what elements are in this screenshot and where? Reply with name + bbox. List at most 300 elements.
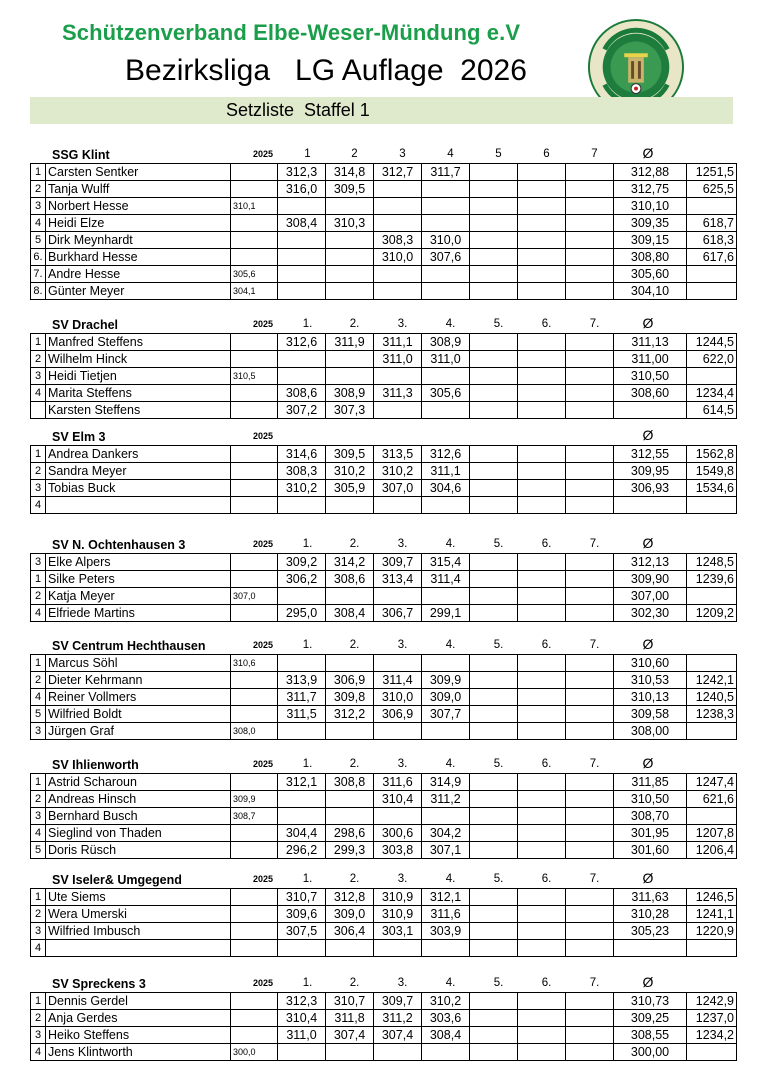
table-row	[31, 368, 737, 385]
round-score: 310,0	[374, 689, 422, 706]
total-score	[687, 283, 737, 300]
round-score	[278, 266, 326, 283]
round-score	[326, 283, 374, 300]
round-score	[518, 554, 566, 571]
round-header: 1.	[302, 639, 313, 651]
total-score: 621,6	[687, 791, 737, 808]
team-group	[30, 535, 737, 622]
rank-cell: 1	[31, 571, 46, 588]
shooter-name: Wilhelm Hinck	[46, 351, 231, 368]
round-score	[566, 1010, 614, 1027]
shooter-name: Wilfried Boldt	[46, 706, 231, 723]
shooter-name: Tanja Wulff	[46, 181, 231, 198]
round-header: 3.	[397, 639, 408, 651]
round-score	[470, 993, 518, 1010]
rank-cell: 3	[31, 480, 46, 497]
round-score	[566, 906, 614, 923]
round-score	[518, 402, 566, 419]
average-score: 310,60	[614, 655, 687, 672]
rank-cell: 5	[31, 232, 46, 249]
round-score	[566, 463, 614, 480]
round-score	[518, 923, 566, 940]
round-score	[566, 215, 614, 232]
round-score	[326, 497, 374, 514]
round-score: 307,1	[422, 842, 470, 859]
round-score	[470, 266, 518, 283]
average-symbol: Ø	[642, 535, 654, 551]
team-header	[30, 974, 737, 992]
round-score: 309,5	[326, 181, 374, 198]
rank-cell: 2	[31, 463, 46, 480]
score-2025	[231, 889, 278, 906]
table-row	[31, 181, 737, 198]
round-score: 308,6	[278, 385, 326, 402]
round-header: 1.	[302, 873, 313, 885]
score-2025	[231, 402, 278, 419]
round-score: 306,4	[326, 923, 374, 940]
total-score	[687, 1044, 737, 1061]
round-score	[470, 588, 518, 605]
shooter-name: Günter Meyer	[46, 283, 231, 300]
total-score	[687, 198, 737, 215]
shooter-name: Silke Peters	[46, 571, 231, 588]
round-score	[470, 571, 518, 588]
table-row	[31, 249, 737, 266]
round-score: 309,8	[326, 689, 374, 706]
rank-cell: 7.	[31, 266, 46, 283]
round-score	[278, 1044, 326, 1061]
round-score: 304,4	[278, 825, 326, 842]
round-score	[518, 940, 566, 957]
team-name: SV Spreckens 3	[52, 977, 146, 991]
round-score	[518, 480, 566, 497]
round-score: 311,1	[374, 334, 422, 351]
round-score	[326, 249, 374, 266]
total-score: 614,5	[687, 402, 737, 419]
score-2025	[231, 672, 278, 689]
team-group	[30, 755, 737, 859]
total-score: 1247,4	[687, 774, 737, 791]
average-score: 311,00	[614, 351, 687, 368]
score-2025	[231, 906, 278, 923]
rank-cell: 4	[31, 825, 46, 842]
shooter-name: Dirk Meynhardt	[46, 232, 231, 249]
total-score: 1534,6	[687, 480, 737, 497]
round-score	[566, 351, 614, 368]
round-header: 3.	[397, 538, 408, 550]
round-score	[518, 842, 566, 859]
round-score: 307,0	[374, 480, 422, 497]
round-score: 309,9	[422, 672, 470, 689]
table-row	[31, 993, 737, 1010]
round-score: 309,2	[278, 554, 326, 571]
round-header: 2.	[349, 318, 360, 330]
rank-cell: 1	[31, 655, 46, 672]
shooter-name: Marcus Söhl	[46, 655, 231, 672]
year-column-header: 2025	[252, 539, 274, 549]
round-score	[470, 723, 518, 740]
round-score	[518, 808, 566, 825]
round-score: 311,1	[422, 463, 470, 480]
rank-cell: 3	[31, 723, 46, 740]
round-score	[518, 334, 566, 351]
rank-cell: 4	[31, 497, 46, 514]
round-header: 6	[543, 148, 550, 160]
round-score: 312,2	[326, 706, 374, 723]
round-score	[518, 181, 566, 198]
average-symbol: Ø	[642, 636, 654, 652]
round-score	[470, 385, 518, 402]
shooter-name: Burkhard Hesse	[46, 249, 231, 266]
table-row	[31, 351, 737, 368]
round-score: 311,7	[278, 689, 326, 706]
team-group	[30, 870, 737, 957]
team-table	[30, 654, 737, 740]
table-row	[31, 232, 737, 249]
table-row	[31, 385, 737, 402]
round-score: 309,7	[374, 554, 422, 571]
team-name: SV Centrum Hechthausen	[52, 639, 206, 653]
round-score: 307,4	[326, 1027, 374, 1044]
round-score: 312,8	[326, 889, 374, 906]
shooter-name: Elfriede Martins	[46, 605, 231, 622]
round-score	[566, 571, 614, 588]
average-score: 306,93	[614, 480, 687, 497]
table-row	[31, 1044, 737, 1061]
round-score	[470, 906, 518, 923]
average-symbol: Ø	[642, 315, 654, 331]
round-header: 1.	[302, 977, 313, 989]
round-score	[518, 368, 566, 385]
round-score	[470, 1010, 518, 1027]
round-score	[422, 283, 470, 300]
round-score	[278, 655, 326, 672]
round-header: 4.	[445, 758, 456, 770]
score-2025	[231, 463, 278, 480]
round-header: 7.	[589, 639, 600, 651]
round-header: 7.	[589, 318, 600, 330]
round-score	[518, 774, 566, 791]
rank-cell: 2	[31, 181, 46, 198]
round-score	[278, 588, 326, 605]
round-score	[374, 283, 422, 300]
round-score	[518, 906, 566, 923]
round-score	[566, 940, 614, 957]
team-name: SV Elm 3	[52, 430, 106, 444]
round-header: 6.	[541, 639, 552, 651]
average-score: 312,55	[614, 446, 687, 463]
rank-cell: 4	[31, 605, 46, 622]
round-score: 314,9	[422, 774, 470, 791]
shooter-name: Elke Alpers	[46, 554, 231, 571]
score-2025: 300,0	[231, 1044, 278, 1061]
table-row	[31, 605, 737, 622]
average-score: 305,60	[614, 266, 687, 283]
round-score: 307,3	[326, 402, 374, 419]
team-table	[30, 333, 737, 419]
year-column-header: 2025	[252, 874, 274, 884]
round-score: 314,8	[326, 164, 374, 181]
round-score	[518, 164, 566, 181]
round-score	[470, 1044, 518, 1061]
round-score	[518, 605, 566, 622]
round-score	[566, 283, 614, 300]
round-score: 310,2	[326, 463, 374, 480]
average-score: 309,15	[614, 232, 687, 249]
round-header: 5.	[493, 758, 504, 770]
average-score: 309,25	[614, 1010, 687, 1027]
score-2025	[231, 334, 278, 351]
round-score	[470, 368, 518, 385]
rank-cell: 5	[31, 842, 46, 859]
round-score	[566, 334, 614, 351]
round-score	[566, 385, 614, 402]
score-2025	[231, 554, 278, 571]
round-score: 312,6	[422, 446, 470, 463]
table-row	[31, 808, 737, 825]
round-header: 6.	[541, 977, 552, 989]
round-score	[422, 1044, 470, 1061]
round-score: 299,3	[326, 842, 374, 859]
round-score: 311,9	[326, 334, 374, 351]
round-score: 311,6	[422, 906, 470, 923]
round-score: 308,4	[278, 215, 326, 232]
round-score	[470, 497, 518, 514]
total-score: 1248,5	[687, 554, 737, 571]
average-score: 311,13	[614, 334, 687, 351]
round-score: 310,4	[278, 1010, 326, 1027]
round-header: 1.	[302, 538, 313, 550]
round-score	[518, 655, 566, 672]
average-symbol: Ø	[642, 427, 654, 443]
team-header	[30, 870, 737, 888]
table-row	[31, 906, 737, 923]
shooter-name: Tobias Buck	[46, 480, 231, 497]
round-score	[374, 588, 422, 605]
round-header: 7	[591, 148, 598, 160]
table-row	[31, 402, 737, 419]
table-row	[31, 825, 737, 842]
round-score: 310,9	[374, 906, 422, 923]
round-score	[566, 605, 614, 622]
average-score: 310,50	[614, 791, 687, 808]
team-table	[30, 163, 737, 300]
round-score	[566, 249, 614, 266]
total-score: 1234,4	[687, 385, 737, 402]
average-score: 308,80	[614, 249, 687, 266]
round-score: 313,9	[278, 672, 326, 689]
round-score	[326, 368, 374, 385]
average-score: 308,60	[614, 385, 687, 402]
round-score	[566, 655, 614, 672]
round-header: 7.	[589, 977, 600, 989]
round-score	[566, 368, 614, 385]
round-score	[566, 480, 614, 497]
round-score	[518, 889, 566, 906]
score-2025	[231, 1010, 278, 1027]
round-score	[566, 791, 614, 808]
rank-cell: 2	[31, 588, 46, 605]
table-row	[31, 723, 737, 740]
table-row	[31, 940, 737, 957]
round-score	[278, 249, 326, 266]
round-score	[518, 249, 566, 266]
round-score	[566, 808, 614, 825]
round-score: 310,2	[422, 993, 470, 1010]
round-header: 5.	[493, 639, 504, 651]
subtitle-bar	[30, 97, 733, 124]
shooter-name	[46, 497, 231, 514]
year-column-header: 2025	[252, 978, 274, 988]
round-score	[518, 497, 566, 514]
round-score	[470, 706, 518, 723]
shooter-name: Andre Hesse	[46, 266, 231, 283]
average-score: 307,00	[614, 588, 687, 605]
round-header: 2.	[349, 873, 360, 885]
score-2025	[231, 497, 278, 514]
rank-cell: 2	[31, 672, 46, 689]
round-score	[470, 181, 518, 198]
table-row	[31, 283, 737, 300]
average-score: 312,75	[614, 181, 687, 198]
round-score	[374, 723, 422, 740]
round-score	[422, 368, 470, 385]
shooter-name: Reiner Vollmers	[46, 689, 231, 706]
round-score	[422, 402, 470, 419]
round-score	[374, 1044, 422, 1061]
round-score	[470, 402, 518, 419]
rank-cell: 2	[31, 791, 46, 808]
round-score: 308,3	[374, 232, 422, 249]
rank-cell: 1	[31, 774, 46, 791]
average-score: 308,55	[614, 1027, 687, 1044]
table-row	[31, 571, 737, 588]
round-score	[566, 266, 614, 283]
round-score	[518, 385, 566, 402]
round-score	[278, 723, 326, 740]
round-score	[518, 1027, 566, 1044]
round-score	[422, 497, 470, 514]
rank-cell: 4	[31, 689, 46, 706]
table-row	[31, 266, 737, 283]
round-score: 304,2	[422, 825, 470, 842]
average-score	[614, 940, 687, 957]
rank-cell: 1	[31, 889, 46, 906]
round-score: 311,6	[374, 774, 422, 791]
round-score: 312,3	[278, 993, 326, 1010]
score-2025: 310,1	[231, 198, 278, 215]
round-score	[470, 249, 518, 266]
round-score	[518, 571, 566, 588]
round-score	[518, 283, 566, 300]
year-column-header: 2025	[252, 319, 274, 329]
score-2025	[231, 232, 278, 249]
score-2025: 310,6	[231, 655, 278, 672]
table-row	[31, 706, 737, 723]
round-header: 3.	[397, 318, 408, 330]
round-score: 311,8	[326, 1010, 374, 1027]
team-header	[30, 145, 737, 163]
round-header: 4.	[445, 873, 456, 885]
round-score	[566, 993, 614, 1010]
team-header	[30, 427, 737, 445]
rank-cell: 2	[31, 1010, 46, 1027]
round-score	[518, 791, 566, 808]
round-header: 1.	[302, 758, 313, 770]
round-score	[470, 1027, 518, 1044]
round-score: 310,2	[374, 463, 422, 480]
shooter-name: Wera Umerski	[46, 906, 231, 923]
shooter-name: Jürgen Graf	[46, 723, 231, 740]
total-score: 1209,2	[687, 605, 737, 622]
round-score	[566, 554, 614, 571]
round-score: 311,7	[422, 164, 470, 181]
round-score	[566, 842, 614, 859]
round-score: 311,4	[422, 571, 470, 588]
team-header	[30, 535, 737, 553]
rank-cell: 4	[31, 940, 46, 957]
team-group	[30, 636, 737, 740]
round-header: 4.	[445, 977, 456, 989]
table-row	[31, 1010, 737, 1027]
score-2025	[231, 181, 278, 198]
total-score	[687, 368, 737, 385]
shooter-name: Marita Steffens	[46, 385, 231, 402]
round-score	[518, 993, 566, 1010]
average-symbol: Ø	[642, 755, 654, 771]
rank-cell: 1	[31, 334, 46, 351]
round-score	[470, 655, 518, 672]
round-score	[470, 689, 518, 706]
team-table	[30, 553, 737, 622]
average-score: 310,53	[614, 672, 687, 689]
round-score	[518, 1044, 566, 1061]
round-score	[518, 1010, 566, 1027]
team-name: SSG Klint	[52, 148, 110, 162]
round-score	[518, 351, 566, 368]
table-row	[31, 463, 737, 480]
round-score: 312,1	[278, 774, 326, 791]
total-score: 1241,1	[687, 906, 737, 923]
shooter-name: Astrid Scharoun	[46, 774, 231, 791]
table-row	[31, 655, 737, 672]
score-2025	[231, 1027, 278, 1044]
average-score	[614, 497, 687, 514]
round-score	[374, 497, 422, 514]
year-column-header: 2025	[252, 431, 274, 441]
round-score	[566, 923, 614, 940]
round-score	[566, 232, 614, 249]
round-score	[518, 446, 566, 463]
year-column-header: 2025	[252, 640, 274, 650]
round-score	[470, 889, 518, 906]
round-score	[470, 825, 518, 842]
round-score	[470, 446, 518, 463]
rank-cell: 3	[31, 368, 46, 385]
round-score	[518, 723, 566, 740]
round-score	[422, 655, 470, 672]
round-score: 307,7	[422, 706, 470, 723]
rank-cell: 3	[31, 198, 46, 215]
table-row	[31, 198, 737, 215]
table-row	[31, 774, 737, 791]
average-score	[614, 402, 687, 419]
round-score	[278, 351, 326, 368]
average-score: 310,13	[614, 689, 687, 706]
round-score	[470, 808, 518, 825]
round-header: 6.	[541, 873, 552, 885]
team-name: SV Ihlienworth	[52, 758, 139, 772]
